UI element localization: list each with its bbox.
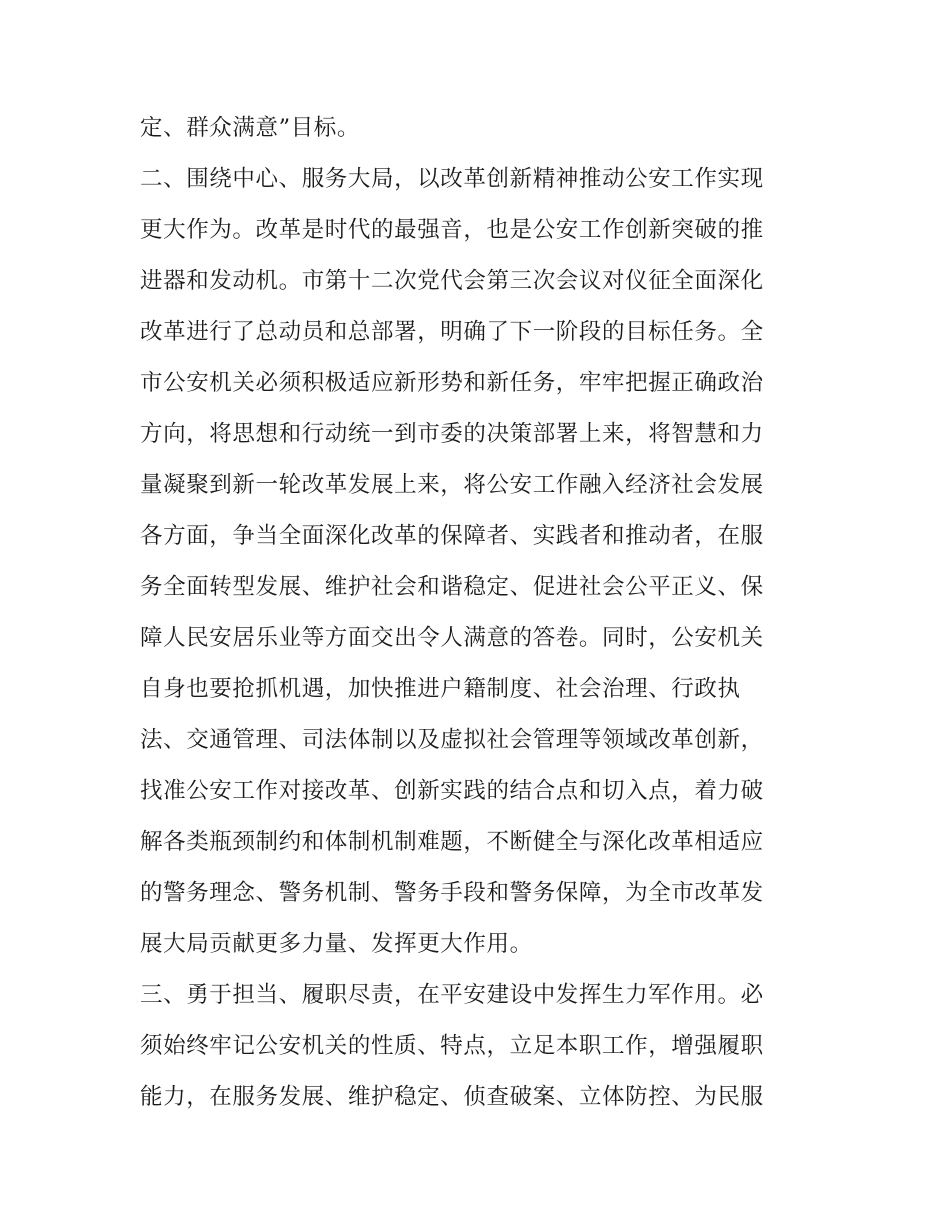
text-line: 更大作为。改革是时代的最强音，也是公安工作创新突破的推 [140, 217, 764, 243]
section-heading-3: 三、勇于担当、履职尽责，在平安建设中发挥生力军作用。必 [140, 982, 764, 1008]
text-line: 进器和发动机。市第十二次党代会第三次会议对仪征全面深化 [140, 268, 764, 294]
text-line: 能力，在服务发展、维护稳定、侦查破案、立体防控、为民服 [140, 1084, 764, 1110]
text-line: 方向，将思想和行动统一到市委的决策部署上来，将智慧和力 [140, 421, 764, 447]
section-heading-2: 二、围绕中心、服务大局，以改革创新精神推动公安工作实现 [140, 166, 764, 192]
text-line: 量凝聚到新一轮改革发展上来，将公安工作融入经济社会发展 [140, 472, 764, 498]
text-line: 的警务理念、警务机制、警务手段和警务保障，为全市改革发 [140, 880, 764, 906]
text-line: 改革进行了总动员和总部署，明确了下一阶段的目标任务。全 [140, 319, 764, 345]
text-line: 找准公安工作对接改革、创新实践的结合点和切入点，着力破 [140, 778, 764, 804]
text-line: 自身也要抢抓机遇，加快推进户籍制度、社会治理、行政执 [140, 676, 741, 702]
text-line: 各方面，争当全面深化改革的保障者、实践者和推动者，在服 [140, 523, 764, 549]
text-line: 法、交通管理、司法体制以及虚拟社会管理等领域改革创新， [140, 727, 764, 753]
text-line: 须始终牢记公安机关的性质、特点，立足本职工作，增强履职 [140, 1033, 764, 1059]
text-line: 展大局贡献更多力量、发挥更大作用。 [140, 931, 533, 957]
text-line: 定、群众满意”目标。 [140, 115, 361, 141]
text-line: 市公安机关必须积极适应新形势和新任务，牢牢把握正确政治 [140, 370, 764, 396]
text-line: 务全面转型发展、维护社会和谐稳定、促进社会公平正义、保 [140, 574, 764, 600]
text-line: 解各类瓶颈制约和体制机制难题，不断健全与深化改革相适应 [140, 829, 764, 855]
text-line: 障人民安居乐业等方面交出令人满意的答卷。同时，公安机关 [140, 625, 764, 651]
